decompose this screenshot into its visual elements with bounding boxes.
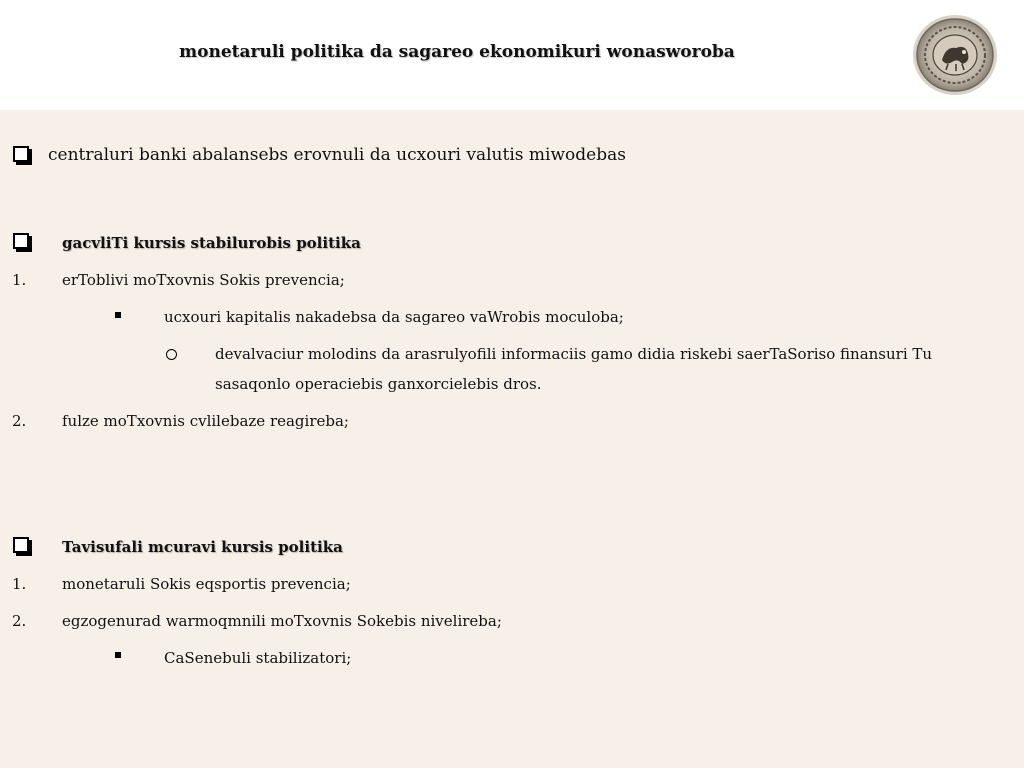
sub-sub-list-item-line2: sasaqonlo operaciebis ganxorcielebis dros. xyxy=(215,375,542,393)
sub-list-item: ucxouri kapitalis nakadebsa da sagareo vaWrobis moculoba; xyxy=(164,308,624,326)
sub-list-item: CaSenebuli stabilizatori; xyxy=(164,649,352,667)
list-number: 2. xyxy=(12,412,27,430)
checkbox-bullet-icon xyxy=(13,146,29,162)
list-number: 1. xyxy=(12,271,27,289)
square-bullet-icon xyxy=(115,652,121,658)
circle-bullet-icon xyxy=(166,349,177,360)
checkbox-bullet-icon xyxy=(13,537,29,553)
list-item: erToblivi moTxovnis Sokis prevencia; xyxy=(62,271,345,289)
slide-content xyxy=(0,110,1024,768)
list-item: monetaruli Sokis eqsportis prevencia; xyxy=(62,575,351,593)
section1-heading: gacvliTi kursis stabilurobis politika xyxy=(62,234,361,252)
checkbox-bullet-icon xyxy=(13,233,29,249)
slide-title: monetaruli politika da sagareo ekonomikuri wonasworoba xyxy=(179,42,735,62)
section2-heading: Tavisufali mcuravi kursis politika xyxy=(62,538,343,556)
slide-header xyxy=(0,0,1024,110)
list-number: 2. xyxy=(12,612,27,630)
square-bullet-icon xyxy=(115,312,121,318)
list-number: 1. xyxy=(12,575,27,593)
list-item: fulze moTxovnis cvlilebaze reagireba; xyxy=(62,412,349,430)
list-item: egzogenurad warmoqmnili moTxovnis Sokebis nivelireba; xyxy=(62,612,502,630)
sub-sub-list-item-line1: devalvaciur molodins da arasrulyofili informaciis gamo didia riskebi saerTaSoriso finansuri Tu xyxy=(215,345,933,363)
intro-text: centraluri banki abalansebs erovnuli da ucxouri valutis miwodebas xyxy=(48,145,626,165)
emblem-logo-icon xyxy=(912,14,998,96)
